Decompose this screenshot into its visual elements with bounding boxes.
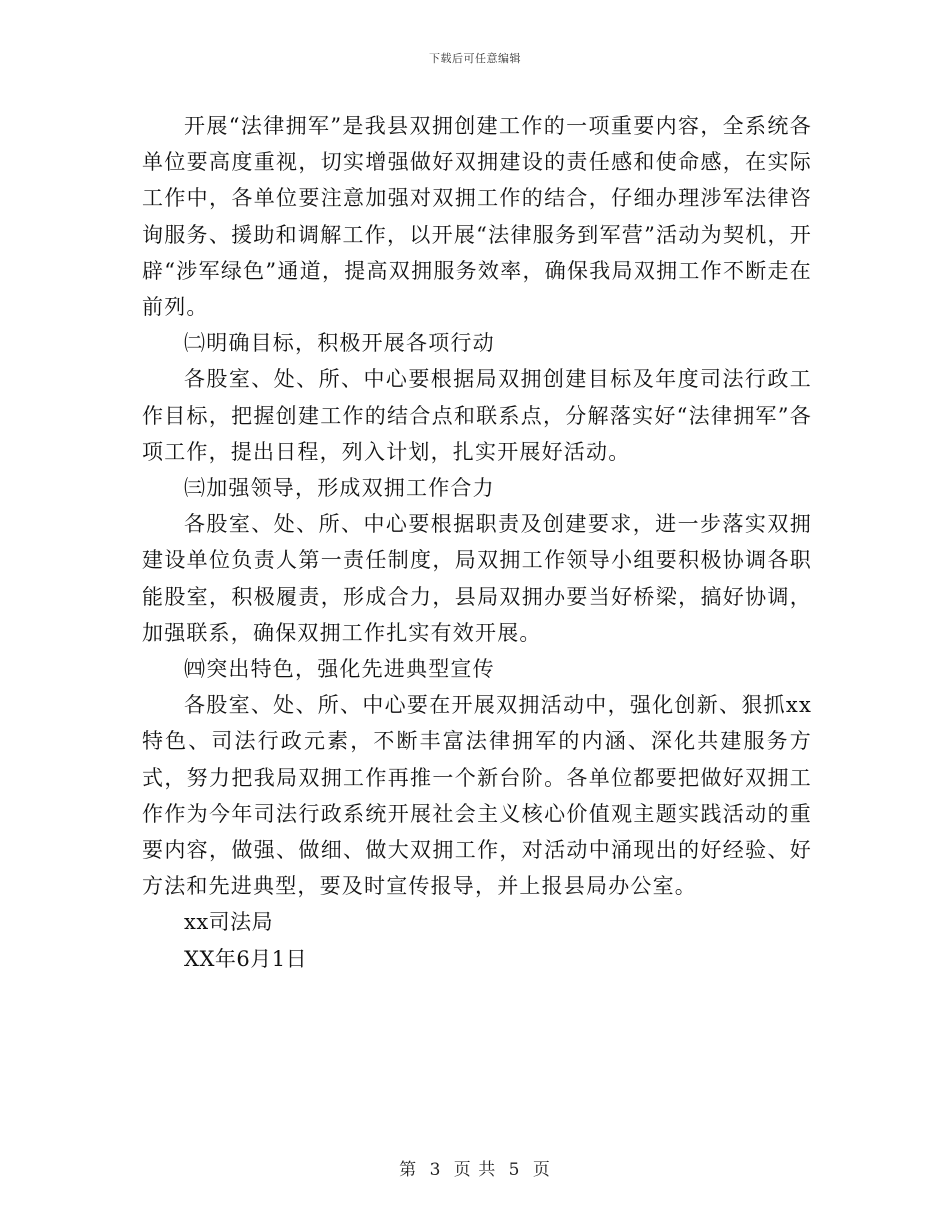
document-body (142, 108, 812, 977)
section-heading-2: ㈡明确目标，积极开展各项行动 (184, 331, 495, 356)
footer-page-number: 3 (429, 1160, 442, 1180)
footer-total-pages: 5 (508, 1160, 521, 1180)
page-footer (0, 1155, 950, 1180)
paragraph-section-4: 各股室、处、所、中心要在开展双拥活动中，强化创新、狠抓xx特色、司法行政元素，不断丰富法律拥军的内涵、深化共建服务方式，努力把我局双拥工作再推一个新台阶。各单位都要把做好双拥工作作为今年司法行政系统开展社会主义核心价值观主题实践活动的重要内容，做强、做细、做大双拥工作，对活动中涌现出的好经验、好方法和先进典型，要及时宣传报导，并上报县局办公室。 (142, 693, 812, 899)
paragraph-intro: 开展“法律拥军”是我县双拥创建工作的一项重要内容，全系统各单位要高度重视，切实增强做好双拥建设的责任感和使命感，在实际工作中，各单位要注意加强对双拥工作的结合，仔细办理涉军法律咨询服务、援助和调解工作，以开展“法律服务到军营”活动为契机，开辟“涉军绿色”通道，提高双拥服务效率，确保我局双拥工作不断走在前列。 (142, 114, 812, 320)
page-header: 下载后可任意编辑 (429, 52, 521, 65)
signature-date: XX年6月1日 (184, 946, 308, 971)
section-heading-3: ㈢加强领导，形成双拥工作合力 (184, 476, 495, 501)
section-heading-4: ㈣突出特色，强化先进典型宣传 (184, 657, 495, 682)
footer-suffix: 页 (532, 1160, 551, 1180)
footer-middle: 页 共 (453, 1160, 497, 1180)
signature-organization: xx司法局 (184, 910, 274, 935)
paragraph-section-3: 各股室、处、所、中心要根据职责及创建要求，进一步落实双拥建设单位负责人第一责任制度，局双拥工作领导小组要积极协调各职能股室，积极履责，形成合力，县局双拥办要当好桥梁，搞好协调，加强联系，确保双拥工作扎实有效开展。 (142, 512, 812, 645)
footer-prefix: 第 (399, 1160, 418, 1180)
paragraph-section-2: 各股室、处、所、中心要根据局双拥创建目标及年度司法行政工作目标，把握创建工作的结合点和联系点，分解落实好“法律拥军”各项工作，提出日程，列入计划，扎实开展好活动。 (142, 367, 812, 464)
